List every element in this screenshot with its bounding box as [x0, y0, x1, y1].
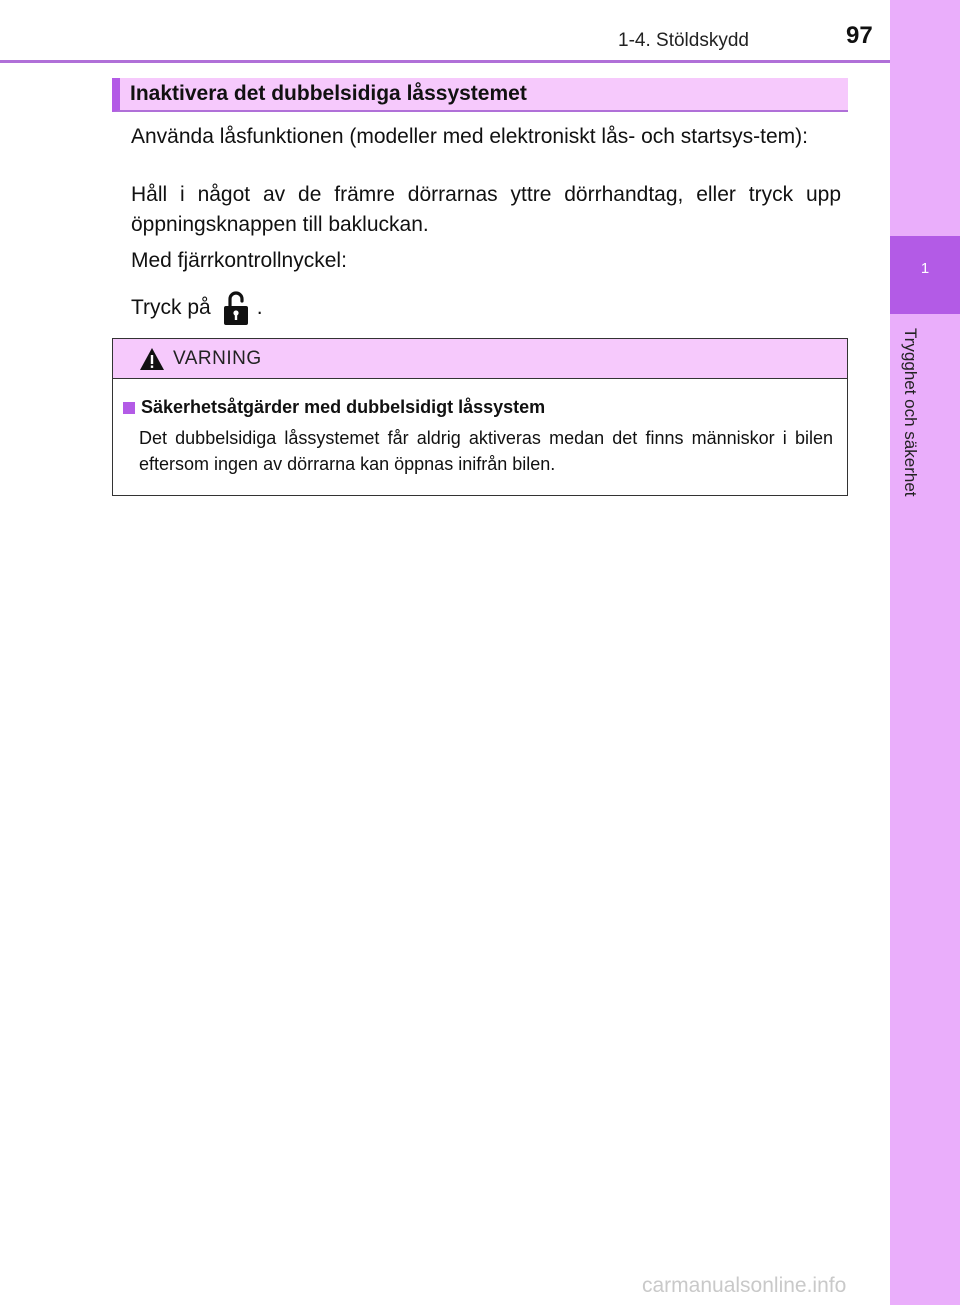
press-suffix: .: [256, 296, 263, 319]
warning-label: VARNING: [173, 347, 262, 369]
header-section-title: 1-4. Stöldskydd: [618, 30, 749, 51]
side-tab: [890, 0, 960, 1305]
paragraph-lock-function: Använda låsfunktionen (modeller med elektroniskt lås- och startsys-tem):: [131, 125, 808, 148]
watermark: carmanualsonline.info: [642, 1274, 847, 1297]
unlock-icon: [221, 290, 251, 326]
side-chapter-number: 1: [890, 236, 960, 314]
bullet-square-icon: [123, 402, 135, 414]
paragraph-door-handle: Håll i något av de främre dörrarnas yttre dörrhandtag, eller tryck upp öppningsknappen till bakluckan.: [131, 183, 841, 236]
press-prefix: Tryck på: [131, 296, 211, 319]
section-heading: Inaktivera det dubbelsidiga låssystemet: [112, 78, 848, 112]
warning-box: [112, 338, 848, 496]
warning-item-text: Det dubbelsidiga låssystemet får aldrig aktiveras medan det finns människor i bilen eftersom ingen av dörrarna kan öppnas inifrån bilen.: [139, 428, 833, 474]
side-chapter-title: Trygghet och säkerhet: [901, 328, 920, 497]
warning-header: [113, 339, 847, 379]
warning-item-title: [123, 397, 545, 418]
header-divider: [0, 60, 890, 63]
warning-triangle-icon: [139, 347, 165, 371]
warning-item-title-text: Säkerhetsåtgärder med dubbelsidigt låssystem: [141, 397, 546, 417]
paragraph-press-unlock: [131, 290, 841, 326]
page-number: 97: [846, 22, 873, 49]
paragraph-remote-key: Med fjärrkontrollnyckel:: [131, 249, 347, 272]
